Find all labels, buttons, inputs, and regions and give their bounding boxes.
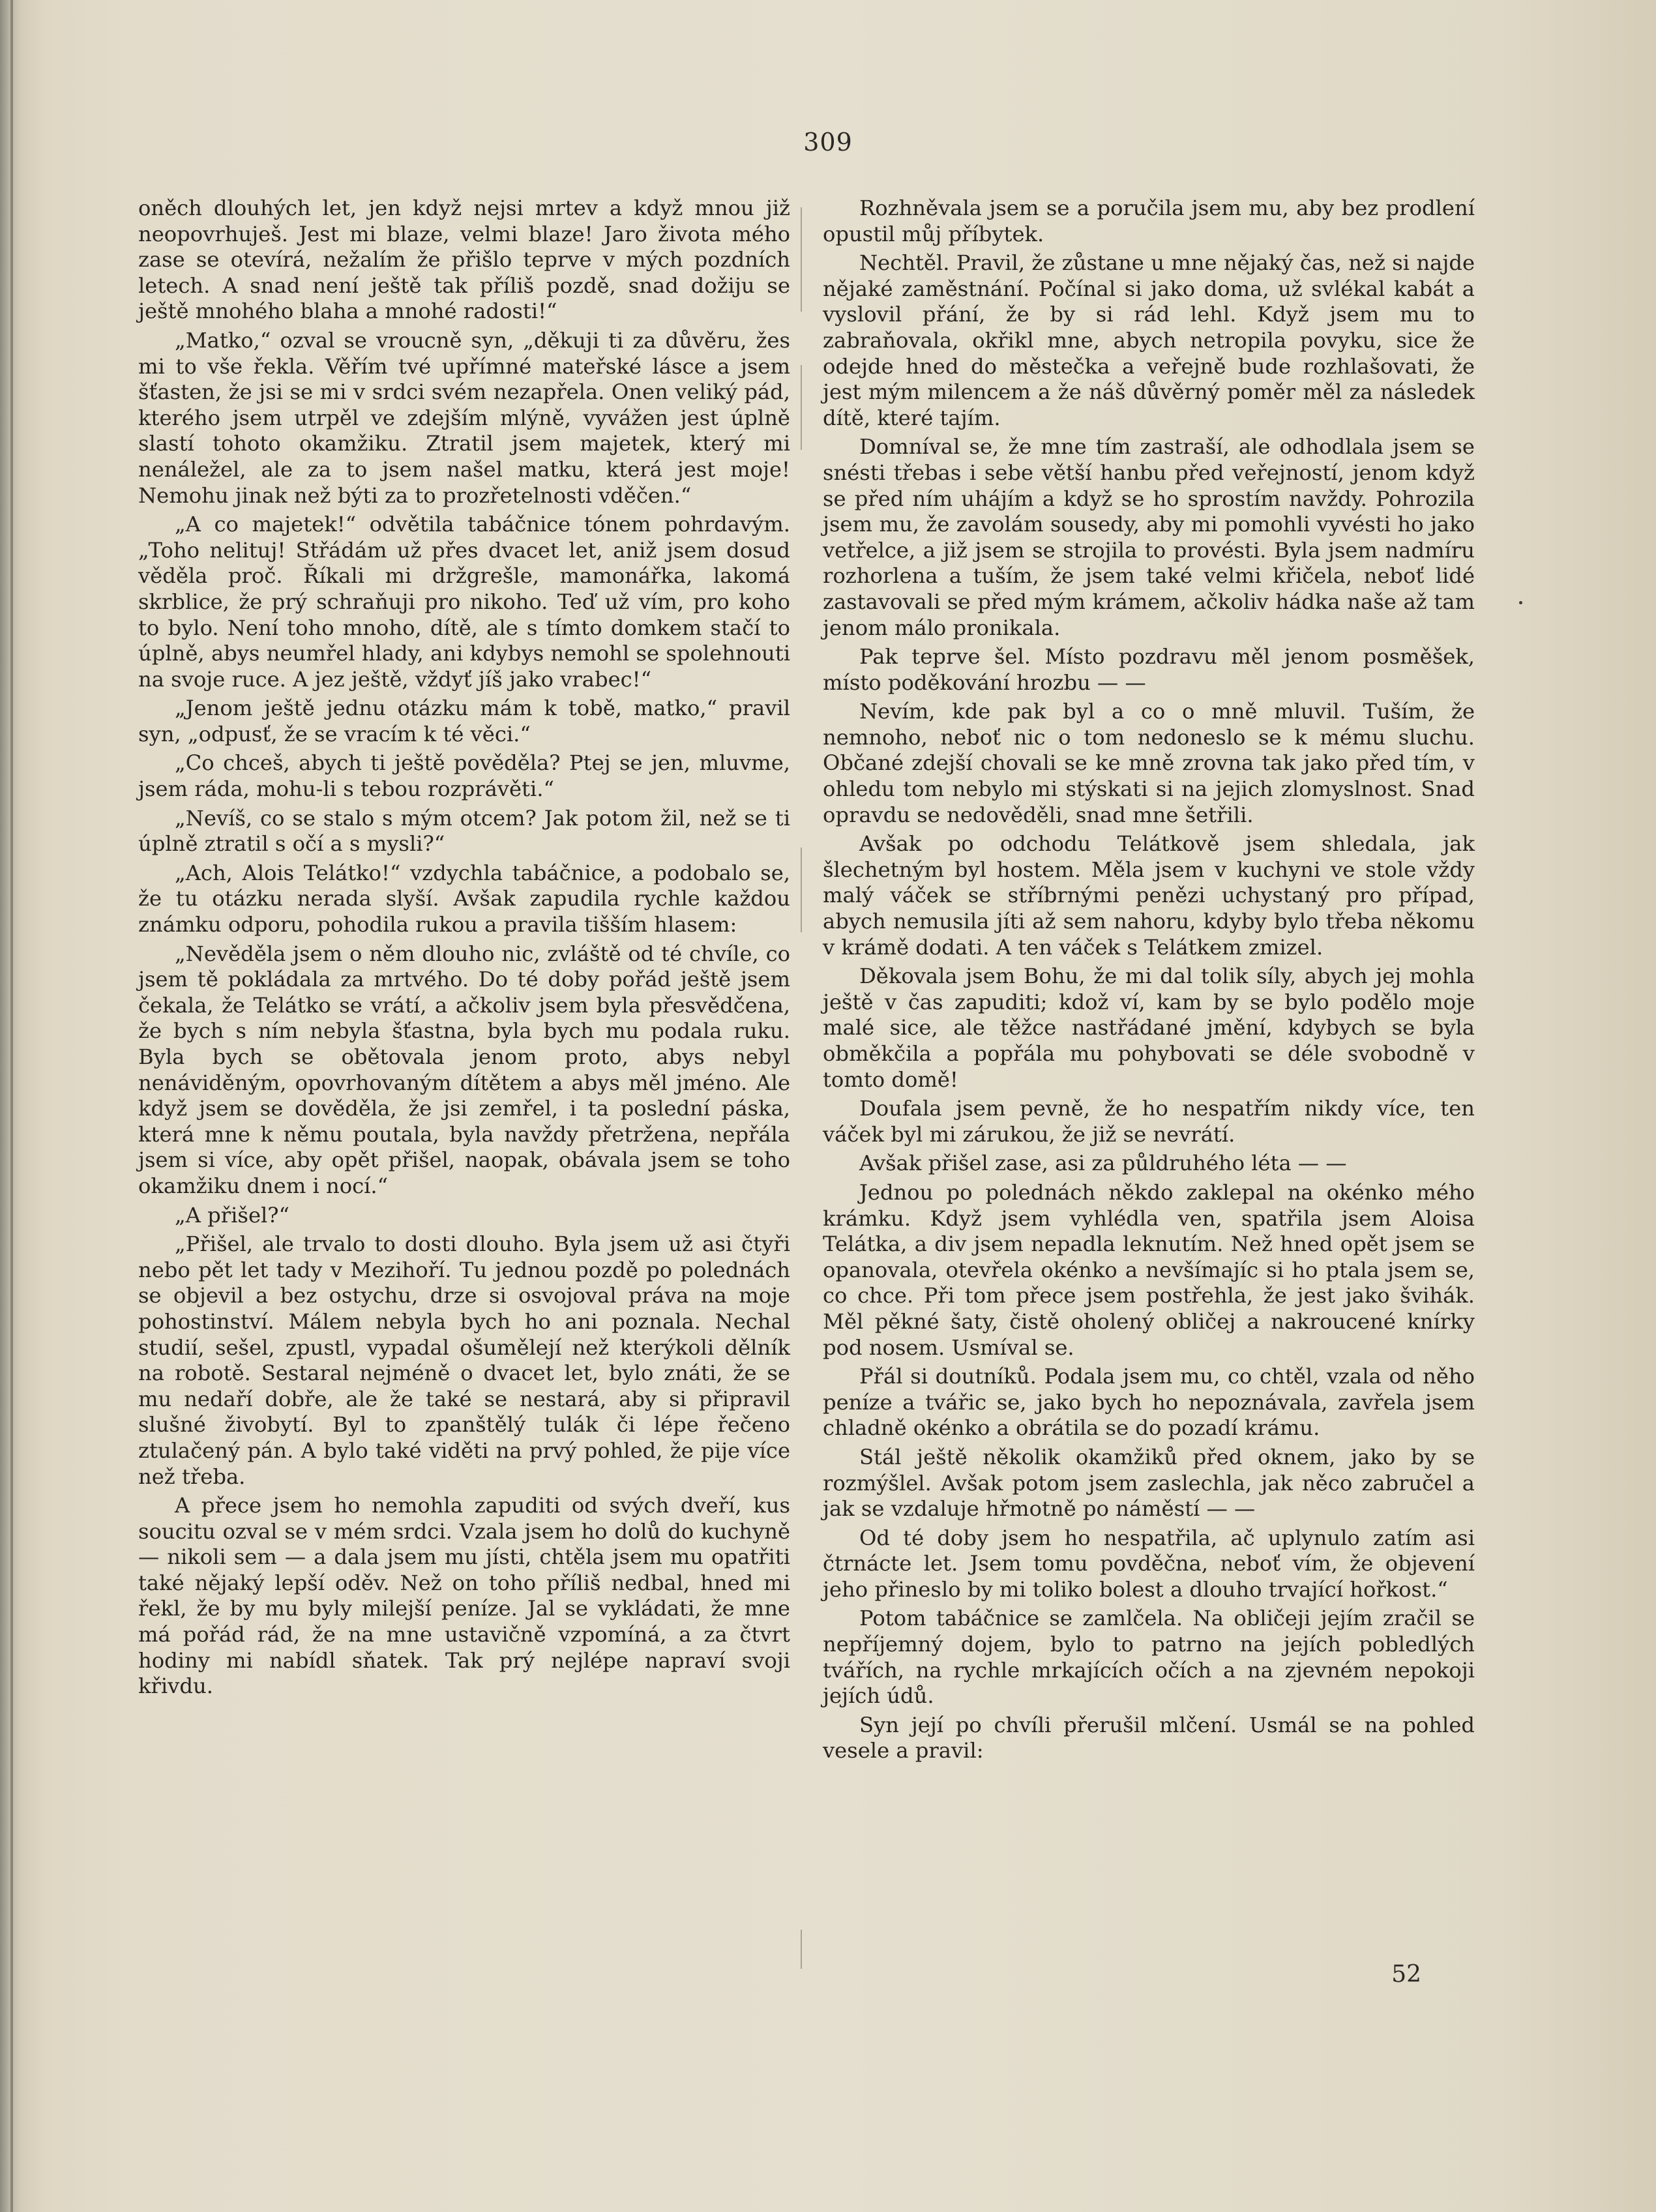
paragraph: „Co chceš, abych ti ještě pověděla? Ptej se jen, mluvme, jsem ráda, mohu-li s tebou rozprávěti.“ (138, 750, 790, 802)
paragraph: A přece jsem ho nemohla zapuditi od svých dveří, kus soucitu ozval se v mém srdci. Vzala jsem ho dolů do kuchyně — nikoli sem — a dala jsem mu jísti, chtěla jsem mu opatřiti také nějaký lepší oděv. Než on toho příliš nedbal, hned mi řekl, že by mu byly milejší peníze. Jal se vykládati, že mne má pořád rád, že na mne ustavičně vzpomíná, a za čtvrt hodiny mi nabídl sňatek. Tak prý nejlépe napraví svoji křivdu. (138, 1493, 790, 1699)
paragraph: „A přišel?“ (175, 1202, 290, 1228)
paragraph: Avšak přišel zase, asi za půldruhého léta — — (859, 1151, 1347, 1176)
column-divider (801, 207, 802, 312)
paragraph: Přál si doutníků. Podala jsem mu, co chtěl, vzala od něho peníze a tvářic se, jako bych ho nepoznávala, zavřela jsem chladně okénko a obrátila se do pozadí krámu. (823, 1364, 1475, 1441)
column-divider (801, 1930, 802, 1969)
paragraph: „Nevíš, co se stalo s mým otcem? Jak potom žil, než se ti úplně ztratil s očí a s mysli?“ (138, 805, 790, 857)
paragraph: oněch dlouhých let, jen když nejsi mrtev a když mnou již neopovrhuješ. Jest mi blaze, velmi blaze! Jaro života mého zase se otevírá, nežalím že přišlo teprve v mých pozdních letech. A snad není ještě tak příliš pozdě, snad dožiju se ještě mnohého blaha a mnohé radosti!“ (138, 196, 790, 324)
paragraph: „Ach, Alois Telátko!“ vzdychla tabáčnice, a podobalo se, že tu otázku nerada slyší. Avšak zapudila rychle každou známku odporu, pohodila rukou a pravila tišším hlasem: (138, 860, 790, 937)
sheet-signature-number: 52 (1391, 1961, 1421, 1988)
right-column (823, 196, 1475, 1767)
left-column (138, 196, 790, 1703)
paragraph: Jednou po polednách někdo zaklepal na okénko mého krámku. Když jsem vyhlédla ven, spatřila jsem Aloisa Telátka, a div jsem nepadla leknutím. Než hned opět jsem se opanovala, otevřela okénko a nevšímajíc si ho ptala jsem se, co chce. Při tom přece jsem postřehla, že jest jako švihák. Měl pěkné šaty, čistě oholený obličej a nakroucené knírky pod nosem. Usmíval se. (823, 1179, 1475, 1360)
paragraph: Avšak po odchodu Telátkově jsem shledala, jak šlechetným byl hostem. Měla jsem v kuchyni ve stole vždy malý váček se stříbrnými penězi uchystaný pro případ, abych nemusila jíti až sem nahoru, kdyby bylo třeba někomu v krámě dodati. A ten váček s Telátkem zmizel. (823, 831, 1475, 960)
paragraph: „Nevěděla jsem o něm dlouho nic, zvláště od té chvíle, co jsem tě pokládala za mrtvého. Do té doby pořád ještě jsem čekala, že Telátko se vrátí, a ačkoliv jsem byla přesvědčena, že bych s ním nebyla šťastna, byla bych mu podala ruku. Byla bych se obětovala jenom proto, abys nebyl nenáviděným, opovrhovaným dítětem a abys měl jméno. Ale když jsem se dověděla, že jsi zemřel, i ta poslední páska, která mne k němu poutala, byla navždy přetržena, nepřála jsem si více, aby opět přišel, naopak, obávala jsem se toho okamžiku dnem i nocí.“ (138, 941, 790, 1198)
paragraph: Syn její po chvíli přerušil mlčení. Usmál se na pohled vesele a pravil: (823, 1712, 1475, 1763)
paragraph: Domníval se, že mne tím zastraší, ale odhodlala jsem se snésti třebas i sebe větší hanbu před veřejností, jenom když se před ním uhájím a když se ho sprostím navždy. Pohrozila jsem mu, že zavolám sousedy, aby mi pomohli vyvésti ho jako vetřelce, a již jsem se strojila to provésti. Byla jsem nadmíru rozhorlena a tuším, že jsem také velmi křičela, neboť lidé zastavovali se před mým krámem, ačkoliv hádka naše až tam jenom málo pronikala. (823, 434, 1475, 640)
paragraph: Potom tabáčnice se zamlčela. Na obličeji jejím zračil se nepříjemný dojem, bylo to patrno na jejích pobledlých tvářích, na rychle mrkajících očích a na zjevném nepokoji jejích údů. (823, 1606, 1475, 1709)
paragraph: „A co majetek!“ odvětila tabáčnice tónem pohrdavým. „Toho nelituj! Střádám už přes dvacet let, aniž jsem dosud věděla proč. Říkali mi držgrešle, mamonářka, lakomá skrblice, že prý schraňuji pro nikoho. Teď už vím, pro koho to bylo. Není toho mnoho, dítě, ale s tímto domkem stačí to úplně, abys neumřel hlady, ani kdybys nemohl se spolehnouti na svoje ruce. A jez ještě, vždyť jíš jako vrabec!“ (138, 512, 790, 692)
paragraph: Děkovala jsem Bohu, že mi dal tolik síly, abych jej mohla ještě v čas zapuditi; kdož ví, kam by se bylo podělo moje malé sice, ale těžce nastřádané jmění, kdybych se byla obměkčila a popřála mu pohybovati se déle svobodně v tomto domě! (823, 964, 1475, 1092)
paragraph: Nevím, kde pak byl a co o mně mluvil. Tuším, že nemnoho, neboť nic o tom nedoneslo se k mému sluchu. Občané zdejší chovali se ke mně zrovna tak jako před tím, v ohledu tom nebylo mi stýskati si na jejich zlomyslnost. Snad opravdu se nedověděli, snad mne šetřili. (823, 699, 1475, 827)
paper-speck (1519, 601, 1522, 604)
paragraph: Pak teprve šel. Místo pozdravu měl jenom posměšek, místo poděkování hrozbu — — (823, 644, 1475, 695)
paragraph: Rozhněvala jsem se a poručila jsem mu, aby bez prodlení opustil můj příbytek. (823, 196, 1475, 246)
binding-edge (10, 0, 13, 2212)
paragraph: „Matko,“ ozval se vroucně syn, „děkuji ti za důvěru, žes mi to vše řekla. Věřím tvé upřímné mateřské lásce a jsem šťasten, že jsi se mi v srdci svém nezapřela. Onen veliký pád, kterého jsem utrpěl ve zdejším mlýně, vyvážen jest úplně slastí tohoto okamžiku. Ztratil jsem majetek, který mi nenáležel, ale za to jsem našel matku, která jest moje! Nemohu jinak než býti za to prozřetelnosti vděčen.“ (138, 327, 790, 508)
column-divider (801, 365, 802, 450)
column-divider (801, 848, 802, 932)
paragraph: Doufala jsem pevně, že ho nespatřím nikdy více, ten váček byl mi zárukou, že již se nevrátí. (823, 1096, 1475, 1147)
page-number: 309 (803, 128, 853, 156)
paragraph: Od té doby jsem ho nespatřila, ač uplynulo zatím asi čtrnácte let. Jsem tomu povděčna, neboť vím, že objevení jeho přineslo by mi toliko bolest a dlouho trvající hořkost.“ (823, 1525, 1475, 1602)
paragraph: Stál ještě několik okamžiků před oknem, jako by se rozmýšlel. Avšak potom jsem zaslechla, jak něco zabručel a jak se vzdaluje hřmotně po náměstí — — (823, 1444, 1475, 1522)
paragraph: „Jenom ještě jednu otázku mám k tobě, matko,“ pravil syn, „odpusť, že se vracím k té věci.“ (138, 696, 790, 746)
paragraph: „Přišel, ale trvalo to dosti dlouho. Byla jsem už asi čtyři nebo pět let tady v Mezihoří. Tu jednou pozdě po polednách se objevil a bez ostychu, drze si osvojoval práva na moje pohostinství. Málem nebyla bych ho ani poznala. Nechal studií, sešel, zpustl, vypadal ošumělejí než kterýkoli dělník na robotě. Sestaral nejméně o dvacet let, bylo znáti, že se mu nedaří dobře, ale že také se nestará, aby si připravil slušné živobytí. Byl to zpanštělý tulák či lépe řečeno ztulačený pán. A bylo také viděti na prvý pohled, že pije více než třeba. (138, 1231, 790, 1489)
paragraph: Nechtěl. Pravil, že zůstane u mne nějaký čas, než si najde nějaké zaměstnání. Počínal si jako doma, už svlékal kabát a vyslovil přání, že by si rád lehl. Když jsem mu to zabraňovala, okřikl mne, abych netropila povyku, sice že odejde hned do městečka a veřejně bude rozhlašovati, že jest mým milencem a že náš důvěrný poměr měl za následek dítě, které tajím. (823, 250, 1475, 430)
